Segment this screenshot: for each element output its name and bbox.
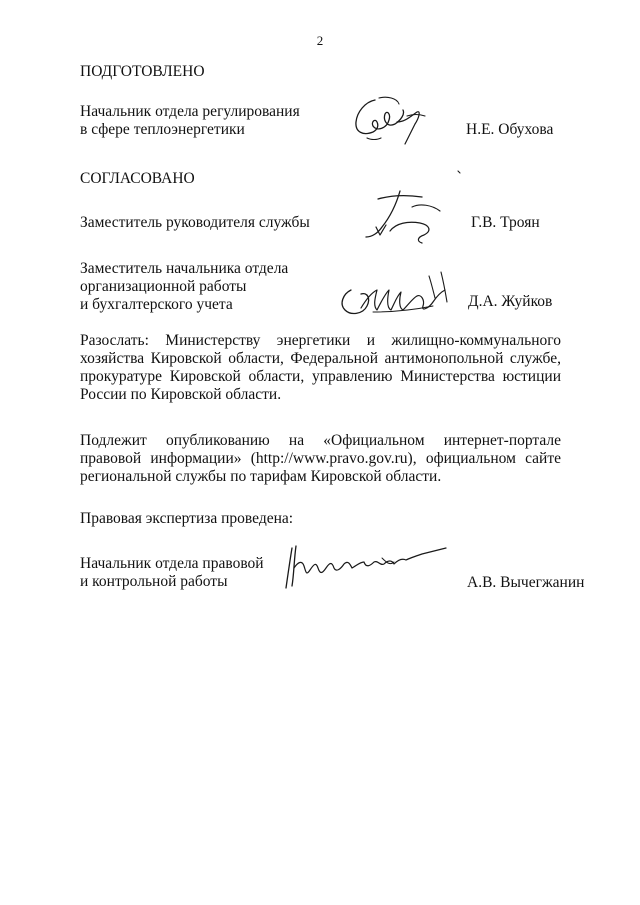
signature-obukhova xyxy=(347,88,442,153)
prepared-position-line: в сфере теплоэнергетики xyxy=(80,121,245,138)
legal-review-position xyxy=(80,555,264,591)
page-number: 2 xyxy=(316,33,324,48)
legal-review-position-line: Начальник отдела правовой xyxy=(80,555,264,572)
signer-name: Г.В. Троян xyxy=(471,214,540,231)
prepared-position-line: Начальник отдела регулирования xyxy=(80,103,300,120)
signer-position-line: Заместитель начальника отдела xyxy=(80,260,289,277)
signer-position-line: Заместитель руководителя службы xyxy=(80,214,310,231)
prepared-position xyxy=(80,103,300,139)
legal-review-statement: Правовая экспертиза проведена: xyxy=(80,510,294,527)
signer-position xyxy=(80,214,310,232)
agreed-heading: СОГЛАСОВАНО xyxy=(80,170,195,187)
legal-review-position-line: и контрольной работы xyxy=(80,573,228,590)
prepared-heading: ПОДГОТОВЛЕНО xyxy=(80,63,205,80)
signer-name: Д.А. Жуйков xyxy=(468,293,553,310)
signer-position-line: и бухгалтерского учета xyxy=(80,296,233,313)
distribution-paragraph: Разослать: Министерству энергетики и жилищно-коммунального хозяйства Кировской области, Федеральной антимонопольной службе, прокуратуре Кировской области, управлению Министерства юстиции России по Кировской области. xyxy=(80,332,561,403)
signature-zhuikov xyxy=(333,268,463,328)
signature-troyan xyxy=(360,165,470,260)
signature-vychegzhanin xyxy=(282,538,457,598)
prepared-name: Н.Е. Обухова xyxy=(466,121,554,138)
signer-position xyxy=(80,260,288,314)
legal-review-name: А.В. Вычегжанин xyxy=(467,574,585,591)
signer-position-line: организационной работы xyxy=(80,278,247,295)
publication-paragraph: Подлежит опубликованию на «Официальном интернет-портале правовой информации» (http://www.pravo.gov.ru), официальном сайте региональной службы по тарифам Кировской области. xyxy=(80,432,561,485)
